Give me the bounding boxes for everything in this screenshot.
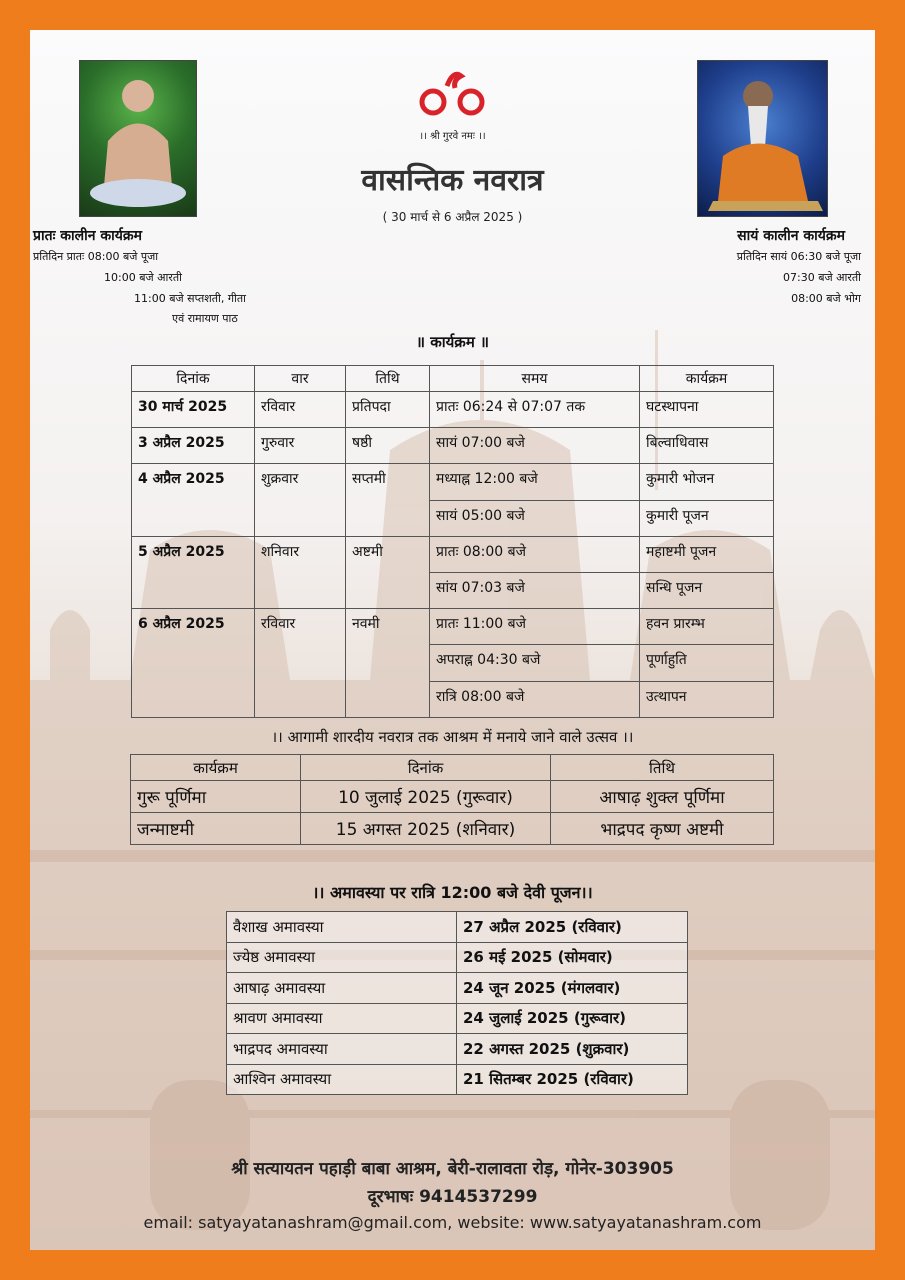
event-cell: सन्धि पूजन	[640, 572, 774, 608]
column-header: तिथि	[346, 366, 430, 392]
schedule-heading: ॥ कार्यक्रम ॥	[415, 333, 489, 351]
amavasya-name-cell: वैशाख अमावस्या	[227, 912, 457, 943]
event-cell: उत्थापन	[640, 681, 774, 717]
date-cell: 5 अप्रैल 2025	[132, 536, 255, 608]
date-cell: 3 अप्रैल 2025	[132, 428, 255, 464]
tithi-cell: आषाढ़ शुक्ल पूर्णिमा	[551, 781, 774, 813]
amavasya-heading: ।। अमावस्या पर रात्रि 12:00 बजे देवी पूजन।।	[312, 883, 593, 902]
day-cell: रविवार	[255, 609, 346, 718]
tithi-cell: नवमी	[346, 609, 430, 718]
evening-line: 07:30 बजे आरती	[783, 271, 861, 284]
event-cell: गुरू पूर्णिमा	[131, 781, 301, 813]
table-row	[227, 1064, 688, 1095]
morning-line: एवं रामायण पाठ	[172, 312, 238, 325]
tithi-cell: सप्तमी	[346, 464, 430, 536]
amavasya-name-cell: आश्विन अमावस्या	[227, 1064, 457, 1095]
tithi-cell: षष्ठी	[346, 428, 430, 464]
festivals-table	[130, 754, 774, 845]
table-row	[227, 912, 688, 943]
tithi-cell: प्रतिपदा	[346, 392, 430, 428]
amavasya-name-cell: श्रावण अमावस्या	[227, 1003, 457, 1034]
event-cell: जन्माष्टमी	[131, 813, 301, 845]
document-page	[30, 30, 875, 1250]
day-cell: गुरुवार	[255, 428, 346, 464]
amavasya-name-cell: भाद्रपद अमावस्या	[227, 1034, 457, 1065]
event-cell: हवन प्रारम्भ	[640, 609, 774, 645]
table-row	[227, 1034, 688, 1065]
amavasya-date-cell: 22 अगस्त 2025 (शुक्रवार)	[457, 1034, 688, 1065]
column-header: कार्यक्रम	[640, 366, 774, 392]
column-header: दिनांक	[132, 366, 255, 392]
table-row	[131, 781, 774, 813]
time-cell: सांय 07:03 बजे	[430, 572, 640, 608]
contact-info: email: satyayatanashram@gmail.com, website: www.satyayatanashram.com	[143, 1213, 762, 1232]
phone-number: दूरभाषः 9414537299	[367, 1187, 538, 1207]
day-cell: शुक्रवार	[255, 464, 346, 536]
event-cell: घटस्थापना	[640, 392, 774, 428]
event-cell: कुमारी भोजन	[640, 464, 774, 500]
day-cell: शनिवार	[255, 536, 346, 608]
amavasya-table	[226, 911, 688, 1095]
tithi-cell: अष्टमी	[346, 536, 430, 608]
column-header: वार	[255, 366, 346, 392]
event-cell: महाष्टमी पूजन	[640, 536, 774, 572]
time-cell: सायं 07:00 बजे	[430, 428, 640, 464]
table-row	[132, 428, 774, 464]
morning-line: 10:00 बजे आरती	[104, 271, 182, 284]
morning-line: प्रतिदिन प्रातः 08:00 बजे पूजा	[33, 250, 159, 263]
table-row	[227, 942, 688, 973]
ashram-address: श्री सत्यायतन पहाड़ी बाबा आश्रम, बेरी-रालावता रोड़, गोनेर-303905	[231, 1159, 674, 1179]
date-cell: 30 मार्च 2025	[132, 392, 255, 428]
table-header-row	[132, 366, 774, 392]
morning-program-title: प्रातः कालीन कार्यक्रम	[33, 228, 143, 244]
page-title: वासन्तिक नवरात्र	[361, 163, 544, 198]
date-cell: 15 अगस्त 2025 (शनिवार)	[301, 813, 551, 845]
om-logo-icon	[413, 66, 493, 118]
time-cell: प्रातः 08:00 बजे	[430, 536, 640, 572]
table-row	[132, 536, 774, 572]
salutation: ।। श्री गुरवे नमः ।।	[419, 131, 486, 142]
time-cell: अपराह्न 04:30 बजे	[430, 645, 640, 681]
amavasya-name-cell: ज्येष्ठ अमावस्या	[227, 942, 457, 973]
table-row	[131, 813, 774, 845]
festivals-heading: ।। आगामी शारदीय नवरात्र तक आश्रम में मनाये जाने वाले उत्सव ।।	[271, 728, 634, 746]
amavasya-date-cell: 24 जुलाई 2025 (गुरूवार)	[457, 1003, 688, 1034]
table-row	[227, 973, 688, 1004]
time-cell: प्रातः 06:24 से 07:07 तक	[430, 392, 640, 428]
tithi-cell: भाद्रपद कृष्ण अष्टमी	[551, 813, 774, 845]
column-header: कार्यक्रम	[131, 755, 301, 781]
evening-line: प्रतिदिन सायं 06:30 बजे पूजा	[736, 250, 861, 263]
time-cell: प्रातः 11:00 बजे	[430, 609, 640, 645]
evening-line: 08:00 बजे भोग	[791, 292, 861, 305]
event-cell: बिल्वाधिवास	[640, 428, 774, 464]
amavasya-date-cell: 24 जून 2025 (मंगलवार)	[457, 973, 688, 1004]
table-row	[132, 609, 774, 645]
date-range: ( 30 मार्च से 6 अप्रैल 2025 )	[382, 210, 523, 224]
column-header: दिनांक	[301, 755, 551, 781]
table-row	[132, 464, 774, 500]
day-cell: रविवार	[255, 392, 346, 428]
event-cell: कुमारी पूजन	[640, 500, 774, 536]
column-header: तिथि	[551, 755, 774, 781]
time-cell: रात्रि 08:00 बजे	[430, 681, 640, 717]
amavasya-name-cell: आषाढ़ अमावस्या	[227, 973, 457, 1004]
amavasya-date-cell: 26 मई 2025 (सोमवार)	[457, 942, 688, 973]
morning-line: 11:00 बजे सप्तशती, गीता	[134, 292, 246, 305]
table-header-row	[131, 755, 774, 781]
table-row	[227, 1003, 688, 1034]
evening-program-title: सायं कालीन कार्यक्रम	[737, 228, 845, 244]
column-header: समय	[430, 366, 640, 392]
amavasya-date-cell: 27 अप्रैल 2025 (रविवार)	[457, 912, 688, 943]
table-row	[132, 392, 774, 428]
time-cell: सायं 05:00 बजे	[430, 500, 640, 536]
date-cell: 10 जुलाई 2025 (गुरूवार)	[301, 781, 551, 813]
event-cell: पूर्णाहुति	[640, 645, 774, 681]
schedule-table	[131, 365, 774, 718]
amavasya-date-cell: 21 सितम्बर 2025 (रविवार)	[457, 1064, 688, 1095]
date-cell: 6 अप्रैल 2025	[132, 609, 255, 718]
time-cell: मध्याह्न 12:00 बजे	[430, 464, 640, 500]
date-cell: 4 अप्रैल 2025	[132, 464, 255, 536]
